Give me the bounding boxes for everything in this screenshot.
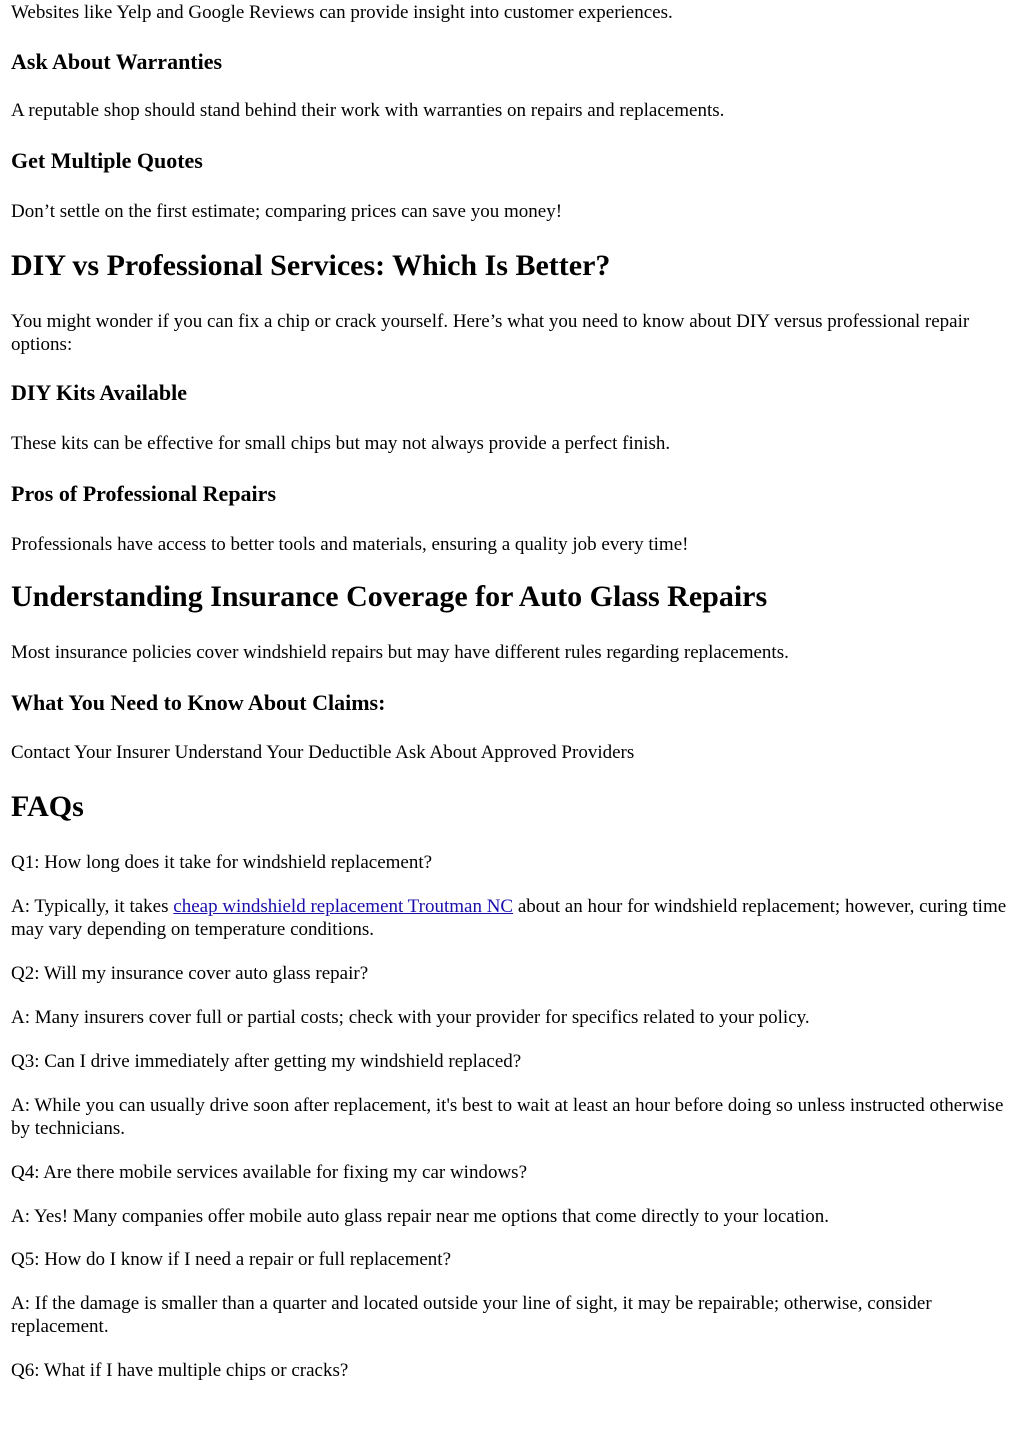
faq-answer-1-text-before: A: Typically, it takes	[11, 896, 174, 917]
heading-insurance-coverage: Understanding Insurance Coverage for Auto Glass Repairs	[11, 580, 768, 613]
heading-pros-of-professional-repairs: Pros of Professional Repairs	[11, 481, 276, 506]
faq-question-5: Q5: How do I know if I need a repair or full replacement?	[11, 1249, 451, 1270]
faq-answer-4: A: Yes! Many companies offer mobile auto glass repair near me options that come directly to your location.	[11, 1206, 830, 1227]
paragraph-quotes: Don’t settle on the first estimate; comparing prices can save you money!	[11, 201, 563, 222]
faq-answer-1	[11, 895, 1014, 941]
heading-ask-about-warranties: Ask About Warranties	[11, 49, 223, 74]
faq-question-4: Q4: Are there mobile services available for fixing my car windows?	[11, 1162, 527, 1183]
paragraph-reviews: Websites like Yelp and Google Reviews can provide insight into customer experiences.	[11, 2, 673, 23]
faq-answer-2: A: Many insurers cover full or partial costs; check with your provider for specifics related to your policy.	[11, 1007, 810, 1028]
faq-question-3: Q3: Can I drive immediately after getting my windshield replaced?	[11, 1051, 522, 1072]
paragraph-diy-intro: You might wonder if you can fix a chip or crack yourself. Here’s what you need to know about DIY versus professional repair options:	[11, 311, 970, 355]
heading-claims: What You Need to Know About Claims:	[11, 690, 386, 715]
windshield-replacement-link[interactable]: cheap windshield replacement Troutman NC	[173, 896, 514, 917]
heading-diy-vs-professional: DIY vs Professional Services: Which Is Better?	[11, 249, 611, 282]
paragraph-claims: Contact Your Insurer Understand Your Deductible Ask About Approved Providers	[11, 742, 635, 763]
paragraph-warranties: A reputable shop should stand behind their work with warranties on repairs and replacements.	[11, 100, 725, 121]
faq-answer-5: A: If the damage is smaller than a quarter and located outside your line of sight, it may be repairable; otherwise, consider replacement.	[11, 1293, 932, 1337]
faq-answer-3: A: While you can usually drive soon after replacement, it's best to wait at least an hour before doing so unless instructed otherwise by technicians.	[11, 1095, 1004, 1139]
paragraph-diy-kits: These kits can be effective for small chips but may not always provide a perfect finish.	[11, 433, 671, 454]
heading-diy-kits-available: DIY Kits Available	[11, 380, 188, 405]
paragraph-insurance: Most insurance policies cover windshield repairs but may have different rules regarding replacements.	[11, 642, 789, 663]
faq-question-1: Q1: How long does it take for windshield replacement?	[11, 852, 433, 873]
faq-answer-1-text-after: about an hour for windshield replacement; however, curing time may vary depending on temperature conditions.	[11, 896, 1007, 940]
paragraph-pros: Professionals have access to better tools and materials, ensuring a quality job every time!	[11, 534, 689, 555]
heading-faqs: FAQs	[11, 790, 84, 823]
faq-question-6: Q6: What if I have multiple chips or cracks?	[11, 1360, 349, 1381]
faq-question-2: Q2: Will my insurance cover auto glass repair?	[11, 963, 369, 984]
heading-get-multiple-quotes: Get Multiple Quotes	[11, 148, 203, 173]
